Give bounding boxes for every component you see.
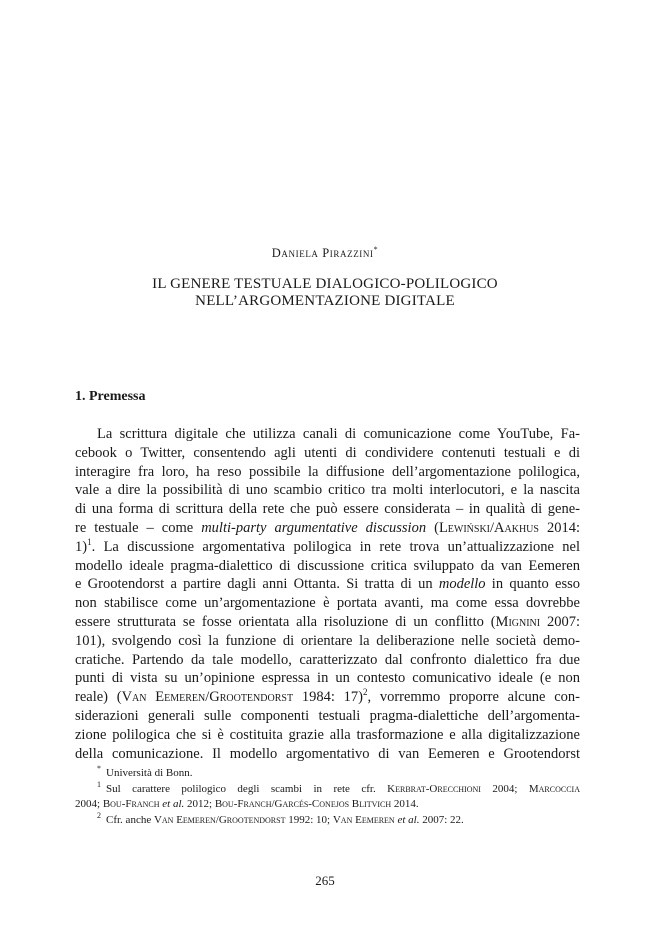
citation-author: Van Eemeren/Grootendorst <box>153 813 286 826</box>
footnote-text: 2004; <box>480 782 529 795</box>
citation-author: Kerbrat-Orecchioni <box>387 782 481 795</box>
footnote-1 <box>75 779 580 798</box>
citation-author: Van Eemeren/Grootendorst <box>121 689 294 706</box>
body-line: cebook o Twitter, consentendo agli utenti di condividere contenuti testuali e di <box>75 444 580 461</box>
body-line <box>75 519 580 538</box>
footnote-affiliation <box>75 766 580 782</box>
italic-etal: et al. <box>394 813 420 826</box>
body-line: della comunicazione. Il modello argomentativo di van Eemeren e Grootendorst <box>75 745 580 762</box>
footnote-ref: 1 <box>87 536 92 547</box>
body-line <box>75 613 580 632</box>
citation-author: Lewiński/Aakhus <box>438 519 539 536</box>
italic-term: modello <box>438 576 486 593</box>
text-run: re testuale – come <box>75 519 202 536</box>
body-line: siderazioni generali sulle componenti testuali pragma-dialettiche dell’argomenta- <box>75 707 580 724</box>
text-run: 2007: <box>540 613 581 630</box>
body-line: cratiche. Partendo da tale modello, caratterizzato dal confronto dialettico fra due <box>75 651 580 668</box>
citation-author: Bou-Franch/Garcés-Conejos Blitvich <box>214 798 392 810</box>
body-line <box>75 538 580 557</box>
page-number: 265 <box>315 873 335 888</box>
text-run: 1984: 17) <box>293 689 363 706</box>
citation-author: Van Eemeren <box>332 813 395 826</box>
footnote-text: 2004; <box>75 798 103 810</box>
body-line: modello ideale pragma-dialettico di discussione critica sviluppato da van Eemeren <box>75 557 580 574</box>
footnote-1-continued <box>75 797 580 813</box>
body-line: punti di vista su un’opinione espressa in un contesto comunicativo ideale (e non <box>75 670 580 687</box>
article-title <box>0 276 650 310</box>
body-line: 101), svolgendo così la funzione di orientare la deliberazione nelle società demo- <box>75 632 580 649</box>
body-line <box>75 575 580 594</box>
italic-etal: et al. <box>159 798 185 810</box>
citation-author: Bou-Franch <box>102 798 160 810</box>
footnotes <box>75 766 580 828</box>
footnote-text: 1992: 10; <box>285 813 333 826</box>
section-heading: 1. Premessa <box>75 389 146 404</box>
footnote-mark: 1 <box>97 779 101 789</box>
text-run: . La discussione argomentativa polilogica in rete trova un’attualizzazione nel <box>91 538 580 555</box>
text-run: in quanto esso <box>485 576 581 593</box>
footnote-ref: 2 <box>362 687 368 698</box>
footnote-mark: 2 <box>97 810 101 820</box>
body-line <box>75 688 580 707</box>
citation-author: Marcoccia <box>528 782 580 795</box>
text-run: 1) <box>75 538 88 555</box>
footnote-text: Università di Bonn. <box>106 767 193 779</box>
text-run: e Grootendorst a partire dagli anni Ottanta. Si tratta di un <box>75 576 439 593</box>
footnote-text: Cfr. anche <box>106 813 154 826</box>
citation-author: Mignini <box>495 613 541 630</box>
footnote-2 <box>75 810 580 829</box>
footnote-mark: * <box>97 764 101 774</box>
body-paragraph <box>75 425 580 763</box>
body-line: non stabilisce come un’argomentazione è portata avanti, ma come essa dovrebbe <box>75 595 580 612</box>
footnote-text: Sul carattere polilogico degli scambi in rete cfr. <box>106 782 388 795</box>
text-run: 2014: <box>538 519 580 536</box>
body-line: interagire fra loro, ha reso possibile la diffusione dell’argomentazione polilogica, <box>75 463 580 480</box>
text-run: ( <box>426 519 439 536</box>
italic-term: multi-party argumentative discussion <box>201 519 427 536</box>
text-run: essere strutturata se fosse orientata alla risoluzione di un conflitto ( <box>75 613 496 630</box>
author-footnote-mark: * <box>373 245 379 254</box>
footnote-text: 2007: 22. <box>419 813 464 826</box>
title-line-1: IL GENERE TESTUALE DIALOGICO-POLILOGICO <box>152 276 498 292</box>
text-run: , vorremmo proporre alcune con- <box>367 689 581 706</box>
body-line: di una forma di scrittura della rete che può essere considerata – in qualità di gene- <box>75 501 580 518</box>
title-line-2: NELL’ARGOMENTAZIONE DIGITALE <box>195 293 455 309</box>
footnote-text: 2014. <box>391 798 419 810</box>
body-line: La scrittura digitale che utilizza canali di comunicazione come YouTube, Fa- <box>97 426 580 442</box>
author-name-text: Daniela Pirazzini <box>271 246 374 261</box>
footnote-text: 2012; <box>184 798 215 810</box>
body-line: vale a dire la possibilità di uno scambio critico tra molti interlocutori, e la nascita <box>75 482 580 499</box>
body-line: zione polilogica che si è costituita grazie alla trasformazione e alla digitalizzazione <box>75 726 580 743</box>
author-name <box>0 245 650 261</box>
text-run: reale) ( <box>75 689 122 706</box>
